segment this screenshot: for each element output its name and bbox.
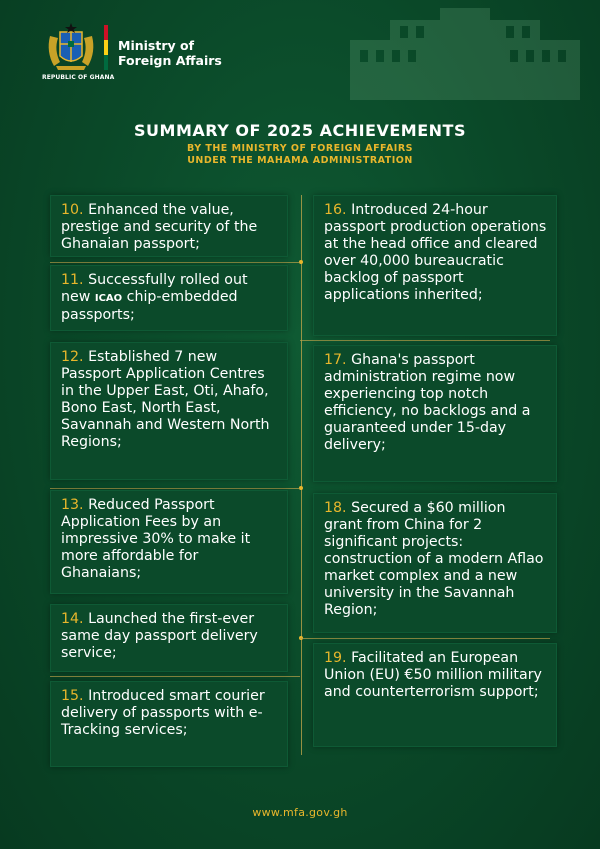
- achievement-card-10: 10. Enhanced the value, prestige and security of the Ghanaian passport;: [50, 195, 288, 257]
- flag-bar: [104, 25, 108, 70]
- website-link[interactable]: www.mfa.gov.gh: [252, 806, 348, 819]
- republic-label: REPUBLIC OF GHANA: [42, 74, 115, 81]
- page-title: SUMMARY OF 2025 ACHIEVEMENTS: [134, 121, 466, 140]
- divider-line: [50, 262, 300, 263]
- achievement-card-13: 13. Reduced Passport Application Fees by an impressive 30% to make it more affordable for Ghanaians;: [50, 490, 288, 594]
- timeline-line: [301, 195, 302, 755]
- building-silhouette: [330, 0, 600, 100]
- achievement-card-12: 12. Established 7 new Passport Application Centres in the Upper East, Oti, Ahafo, Bono East, North East, Savannah and Western North Regions;: [50, 342, 288, 480]
- divider-line: [50, 676, 300, 677]
- page-subtitle: BY THE MINISTRY OF FOREIGN AFFAIRS UNDER THE MAHAMA ADMINISTRATION: [186, 143, 414, 166]
- ministry-name: Ministry of Foreign Affairs: [118, 38, 222, 68]
- achievement-card-16: 16. Introduced 24-hour passport production operations at the head office and cleared over 40,000 bureaucratic backlog of passport applications inherited;: [313, 195, 557, 336]
- achievement-card-17: 17. Ghana's passport administration regime now experiencing top notch efficiency, no backlogs and a guaranteed under 15-day delivery;: [313, 345, 557, 482]
- divider-line: [50, 488, 300, 489]
- divider-line: [300, 340, 550, 341]
- divider-line: [300, 638, 550, 639]
- coat-of-arms-icon: [44, 22, 98, 72]
- achievement-card-15: 15. Introduced smart courier delivery of passports with e-Tracking services;: [50, 681, 288, 767]
- header: [0, 0, 600, 100]
- achievement-card-19: 19. Facilitated an European Union (EU) €50 million military and counterterrorism support;: [313, 643, 557, 747]
- achievement-card-11: 11. Successfully rolled out new ICAO chip-embedded passports;: [50, 265, 288, 331]
- achievement-card-18: 18. Secured a $60 million grant from China for 2 significant projects: construction of a modern Aflao market complex and a new university in the Savannah Region;: [313, 493, 557, 633]
- achievement-card-14: 14. Launched the first-ever same day passport delivery service;: [50, 604, 288, 672]
